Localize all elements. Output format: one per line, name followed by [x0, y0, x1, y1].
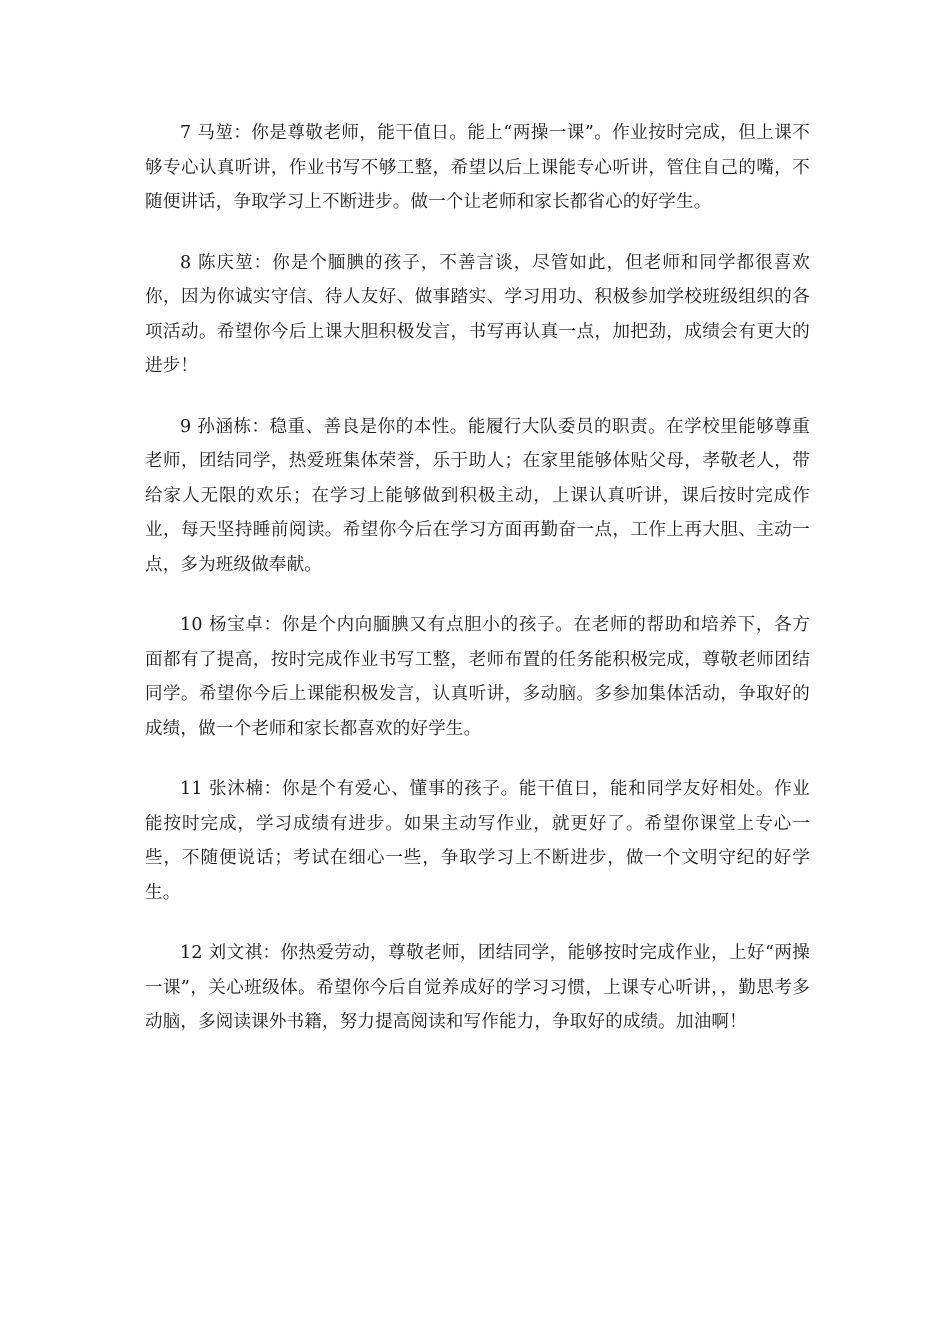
comment-paragraph-7: 7 马堃：你是尊敬老师，能干值日。能上“两操一课”。作业按时完成，但上课不够专心认真听讲，作业书写不够工整，希望以后上课能专心听讲，管住自己的嘴，不随便讲话，争取学习上不断进步。做一个让老师和家长都省心的好学生。	[145, 123, 810, 212]
comment-paragraph-8: 8 陈庆堃：你是个腼腆的孩子，不善言谈，尽管如此，但老师和同学都很喜欢你，因为你诚实守信、待人友好、做事踏实、学习用功、积极参加学校班级组织的各项活动。希望你今后上课大胆积极发言，书写再认真一点，加把劲，成绩会有更大的进步！	[145, 252, 810, 376]
comment-paragraph-11: 11 张沐楠：你是个有爱心、懂事的孩子。能干值日，能和同学友好相处。作业能按时完成，学习成绩有进步。如果主动写作业，就更好了。希望你课堂上专心一些，不随便说话；考试在细心一些，争取学习上不断进步，做一个文明守纪的好学生。	[145, 779, 810, 903]
comment-paragraph-12: 12 刘文祺：你热爱劳动，尊敬老师，团结同学，能够按时完成作业，上好“两操一课”，关心班级体。希望你今后自觉养成好的学习习惯，上课专心听讲，，勤思考多动脑，多阅读课外书籍，努力提高阅读和写作能力，争取好的成绩。加油啊！	[145, 943, 810, 1032]
comment-paragraph-10: 10 杨宝卓：你是个内向腼腆又有点胆小的孩子。在老师的帮助和培养下，各方面都有了提高，按时完成作业书写工整，老师布置的任务能积极完成，尊敬老师团结同学。希望你今后上课能积极发言，认真听讲，多动脑。多参加集体活动，争取好的成绩，做一个老师和家长都喜欢的好学生。	[145, 615, 810, 739]
comment-list	[145, 116, 810, 1066]
comment-paragraph-9: 9 孙涵栋：稳重、善良是你的本性。能履行大队委员的职责。在学校里能够尊重老师，团结同学，热爱班集体荣誉，乐于助人；在家里能够体贴父母，孝敬老人，带给家人无限的欢乐；在学习上能够做到积极主动，上课认真听讲，课后按时完成作业，每天坚持睡前阅读。希望你今后在学习方面再勤奋一点，工作上再大胆、主动一点，多为班级做奉献。	[145, 416, 810, 575]
